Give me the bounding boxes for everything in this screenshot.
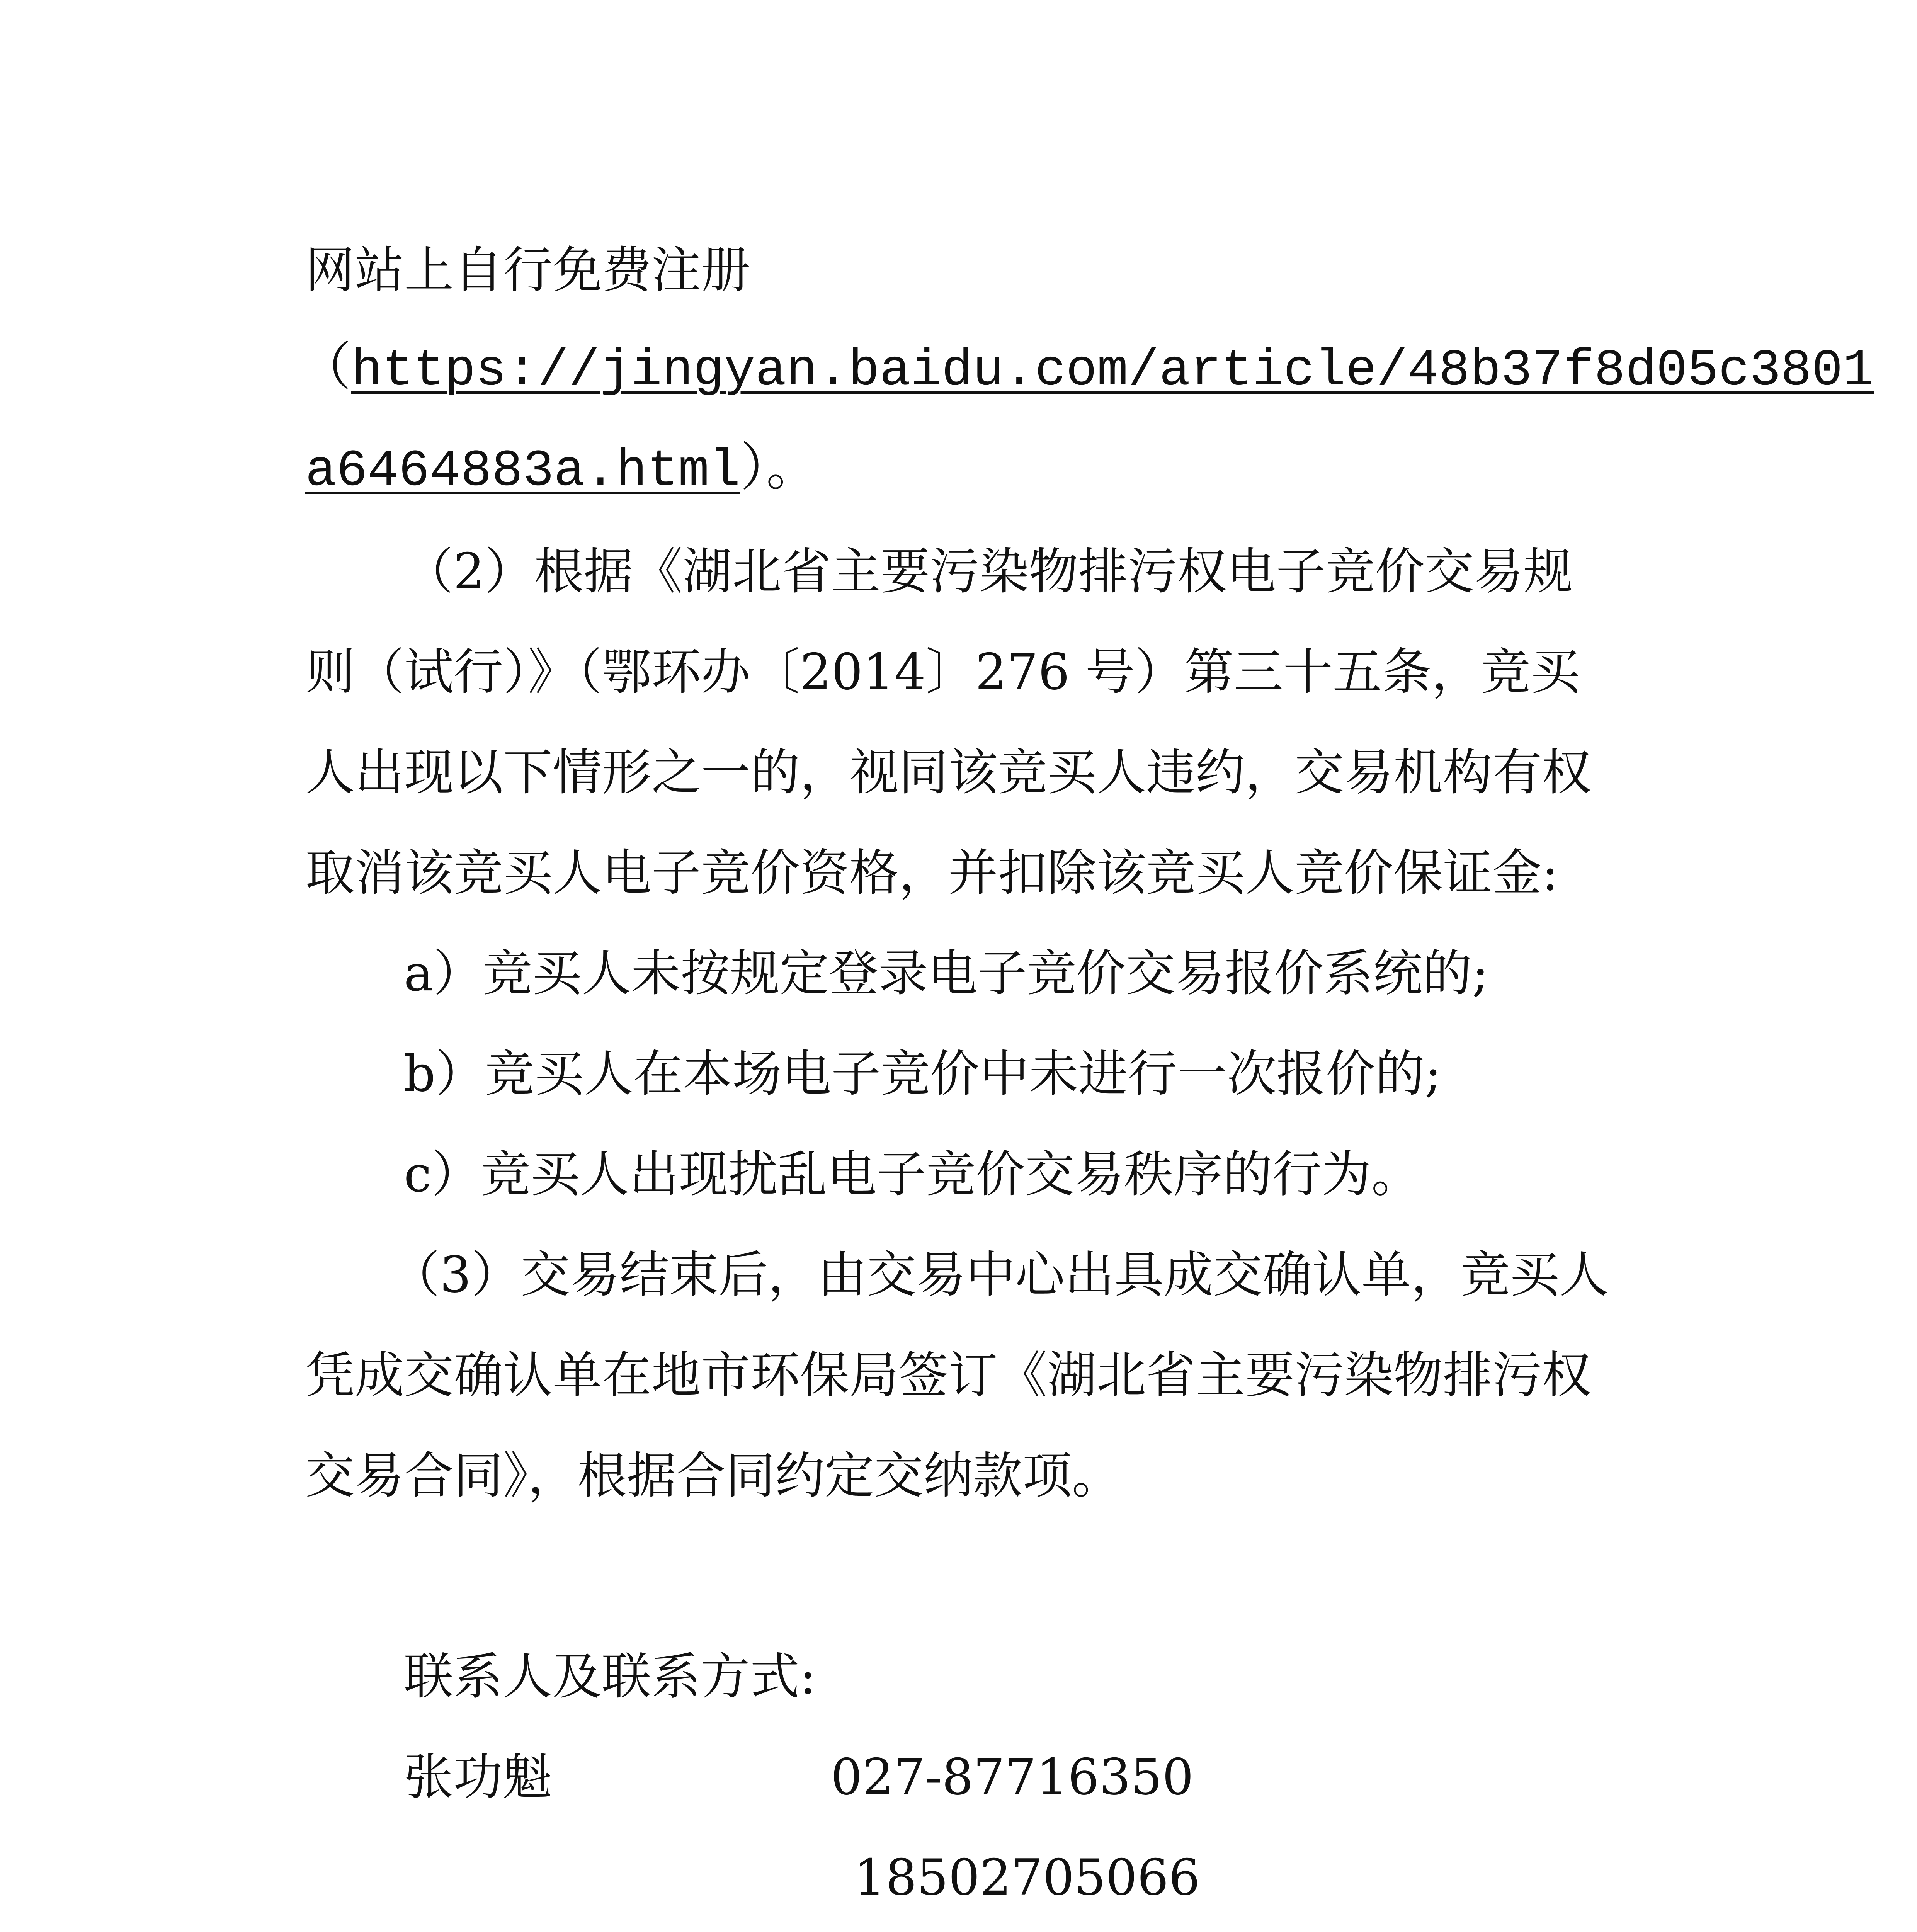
contact-phone1: 027-87716350 — [831, 1748, 1194, 1806]
p3-line2: 凭成交确认单在地市环保局签订《湖北省主要污染物排污权 — [305, 1347, 1592, 1404]
item-b: b）竞买人在本场电子竞价中未进行一次报价的; — [404, 1045, 1442, 1103]
p2-line2: 则（试行）》（鄂环办〔2014〕276 号）第三十五条，竞买 — [305, 643, 1580, 701]
p1-url-line1 — [299, 340, 1874, 402]
contact-name: 张功魁 — [404, 1748, 553, 1806]
p2-line4: 取消该竞买人电子竞价资格，并扣除该竞买人竞价保证金: — [305, 844, 1559, 902]
item-a: a）竞买人未按规定登录电子竞价交易报价系统的; — [404, 945, 1489, 1002]
p1-line1: 网站上自行免费注册 — [305, 242, 751, 299]
url-open-paren: （ — [299, 342, 352, 400]
url-close-paren: ）。 — [740, 442, 818, 501]
url-part1[interactable]: https://jingyan.baidu.com/article/48b37f8d05c3801 — [351, 342, 1874, 400]
url-part2[interactable]: a6464883a.html — [305, 442, 740, 501]
p2-line3: 人出现以下情形之一的，视同该竞买人违约，交易机构有权 — [305, 744, 1592, 801]
p2-line1: （2）根据《湖北省主要污染物排污权电子竞价交易规 — [404, 543, 1573, 600]
p3-line1: （3）交易结束后，由交易中心出具成交确认单，竞买人 — [390, 1246, 1609, 1304]
p1-url-line2 — [305, 440, 818, 502]
item-c: c）竞买人出现扰乱电子竞价交易秩序的行为。 — [404, 1146, 1421, 1203]
contact-heading: 联系人及联系方式: — [404, 1648, 816, 1706]
p3-line3: 交易合同》，根据合同约定交纳款项。 — [305, 1447, 1122, 1505]
contact-phone2: 18502705066 — [854, 1849, 1200, 1906]
